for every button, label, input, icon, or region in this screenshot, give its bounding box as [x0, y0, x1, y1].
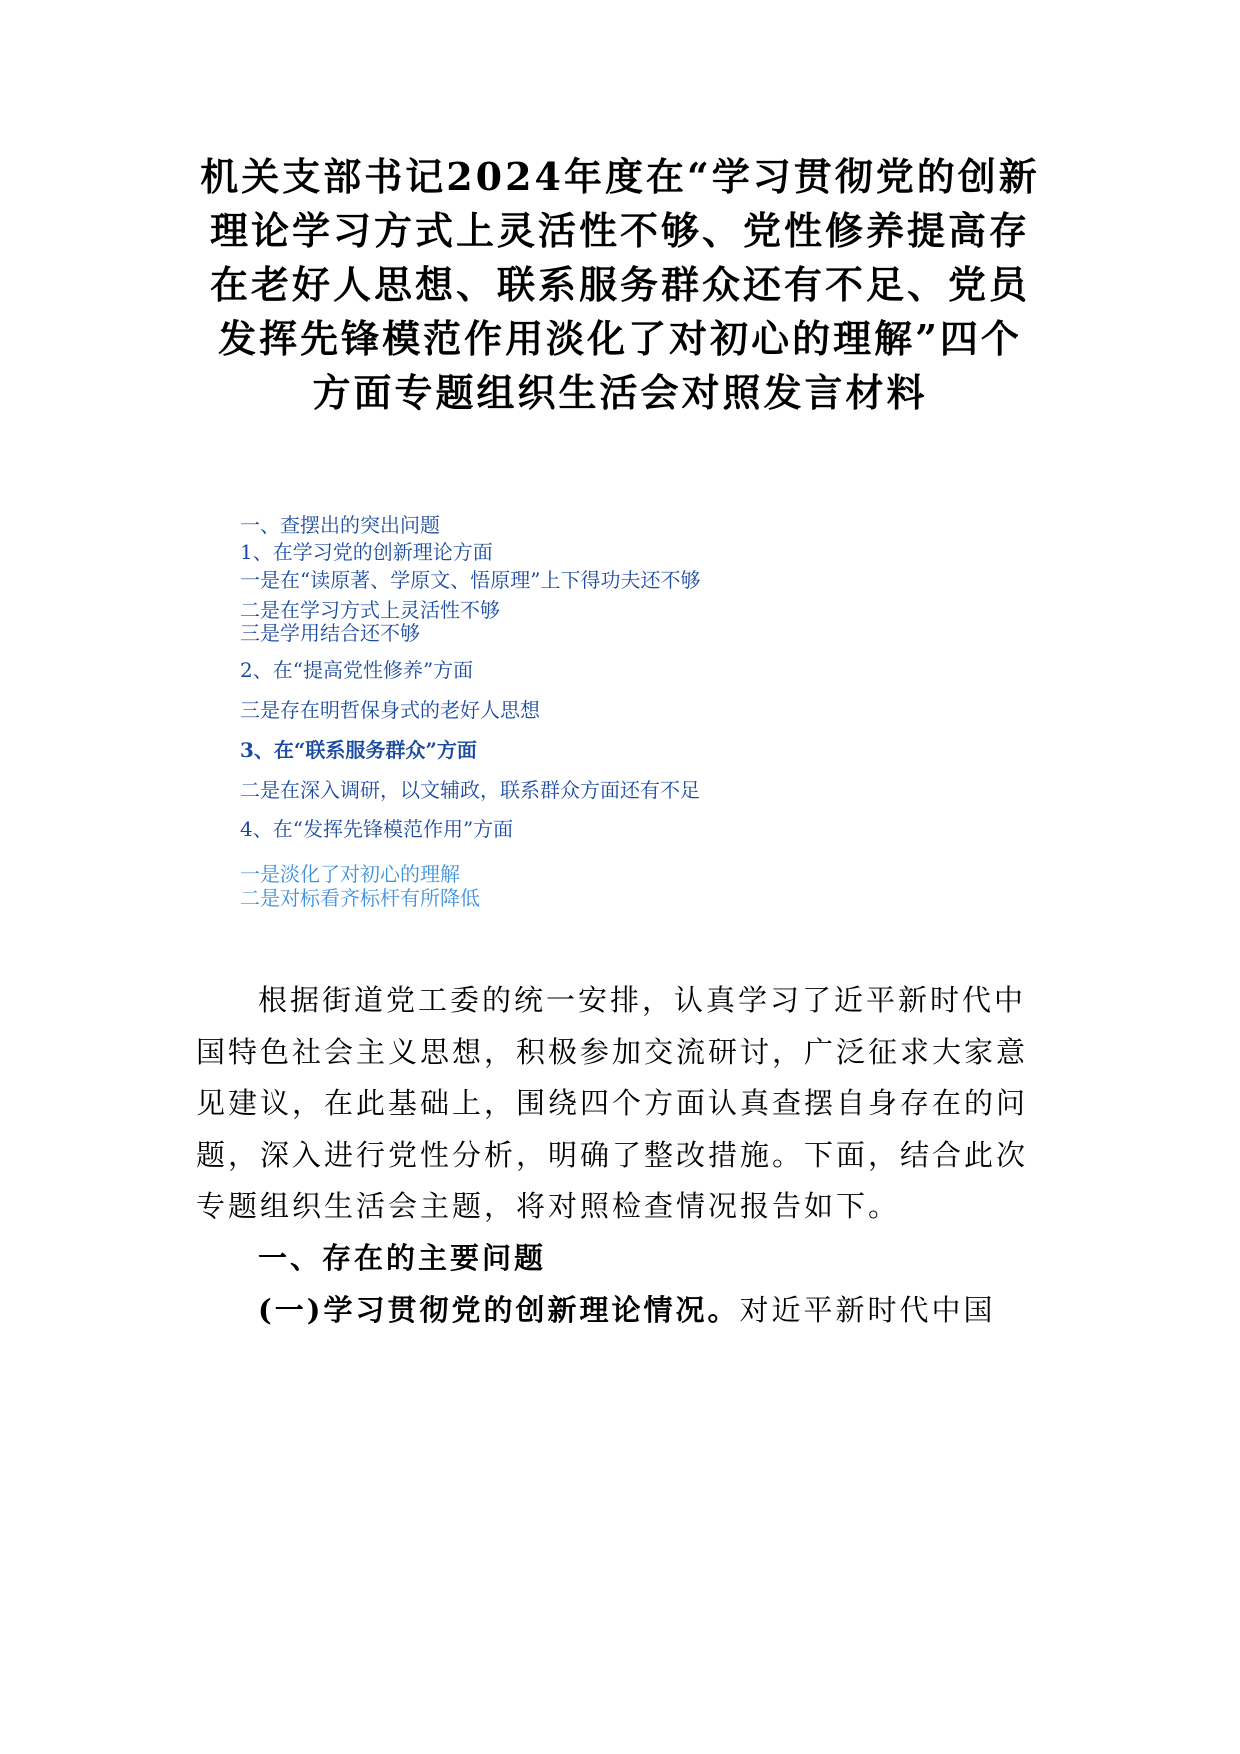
title-line-3: 在老好人思想、联系服务群众还有不足、党员 [209, 262, 1030, 307]
outline-item: 3、在“联系服务群众”方面 [240, 738, 477, 762]
intro-line-3: 见建议，在此基础上，围绕四个方面认真查摆自身存在的问 [196, 1086, 1029, 1120]
outline-item: 4、在“发挥先锋模范作用”方面 [240, 817, 514, 841]
title-line-1: 机关支部书记2024年度在“学习贯彻党的创新 [200, 154, 1040, 199]
section-heading: 一、存在的主要问题 [258, 1241, 547, 1275]
outline-item: 一、查摆出的突出问题 [240, 513, 440, 537]
outline-item: 2、在“提高党性修养”方面 [240, 658, 474, 682]
outline-item: 三是存在明哲保身式的老好人思想 [240, 698, 540, 722]
intro-line-5: 专题组织生活会主题，将对照检查情况报告如下。 [196, 1189, 901, 1223]
outline-item: 二是在学习方式上灵活性不够 [240, 598, 500, 622]
title-line-2: 理论学习方式上灵活性不够、党性修养提高存 [209, 208, 1030, 253]
document-title [180, 150, 1060, 420]
intro-line-2: 国特色社会主义思想，积极参加交流研讨，广泛征求大家意 [196, 1035, 1029, 1069]
subsection-line [258, 1290, 995, 1330]
title-line-4: 发挥先锋模范作用淡化了对初心的理解”四个 [218, 316, 1022, 361]
outline-item: 三是学用结合还不够 [240, 621, 420, 645]
subsection-text: 对近平新时代中国 [739, 1293, 996, 1327]
outline-item: 一是在“读原著、学原文、悟原理”上下得功夫还不够 [240, 568, 701, 592]
outline-item: 1、在学习党的创新理论方面 [240, 540, 493, 564]
subsection-heading: (一)学习贯彻党的创新理论情况。 [258, 1293, 740, 1327]
title-line-5: 方面专题组织生活会对照发言材料 [312, 370, 928, 415]
outline-item: 一是淡化了对初心的理解 [240, 862, 460, 886]
outline-item: 二是在深入调研，以文辅政，联系群众方面还有不足 [240, 778, 700, 802]
outline-item: 二是对标看齐标杆有所降低 [240, 886, 480, 910]
intro-line-4: 题，深入进行党性分析，明确了整改措施。下面，结合此次 [196, 1138, 1029, 1172]
intro-line-1: 根据街道党工委的统一安排，认真学习了近平新时代中 [258, 983, 1027, 1017]
